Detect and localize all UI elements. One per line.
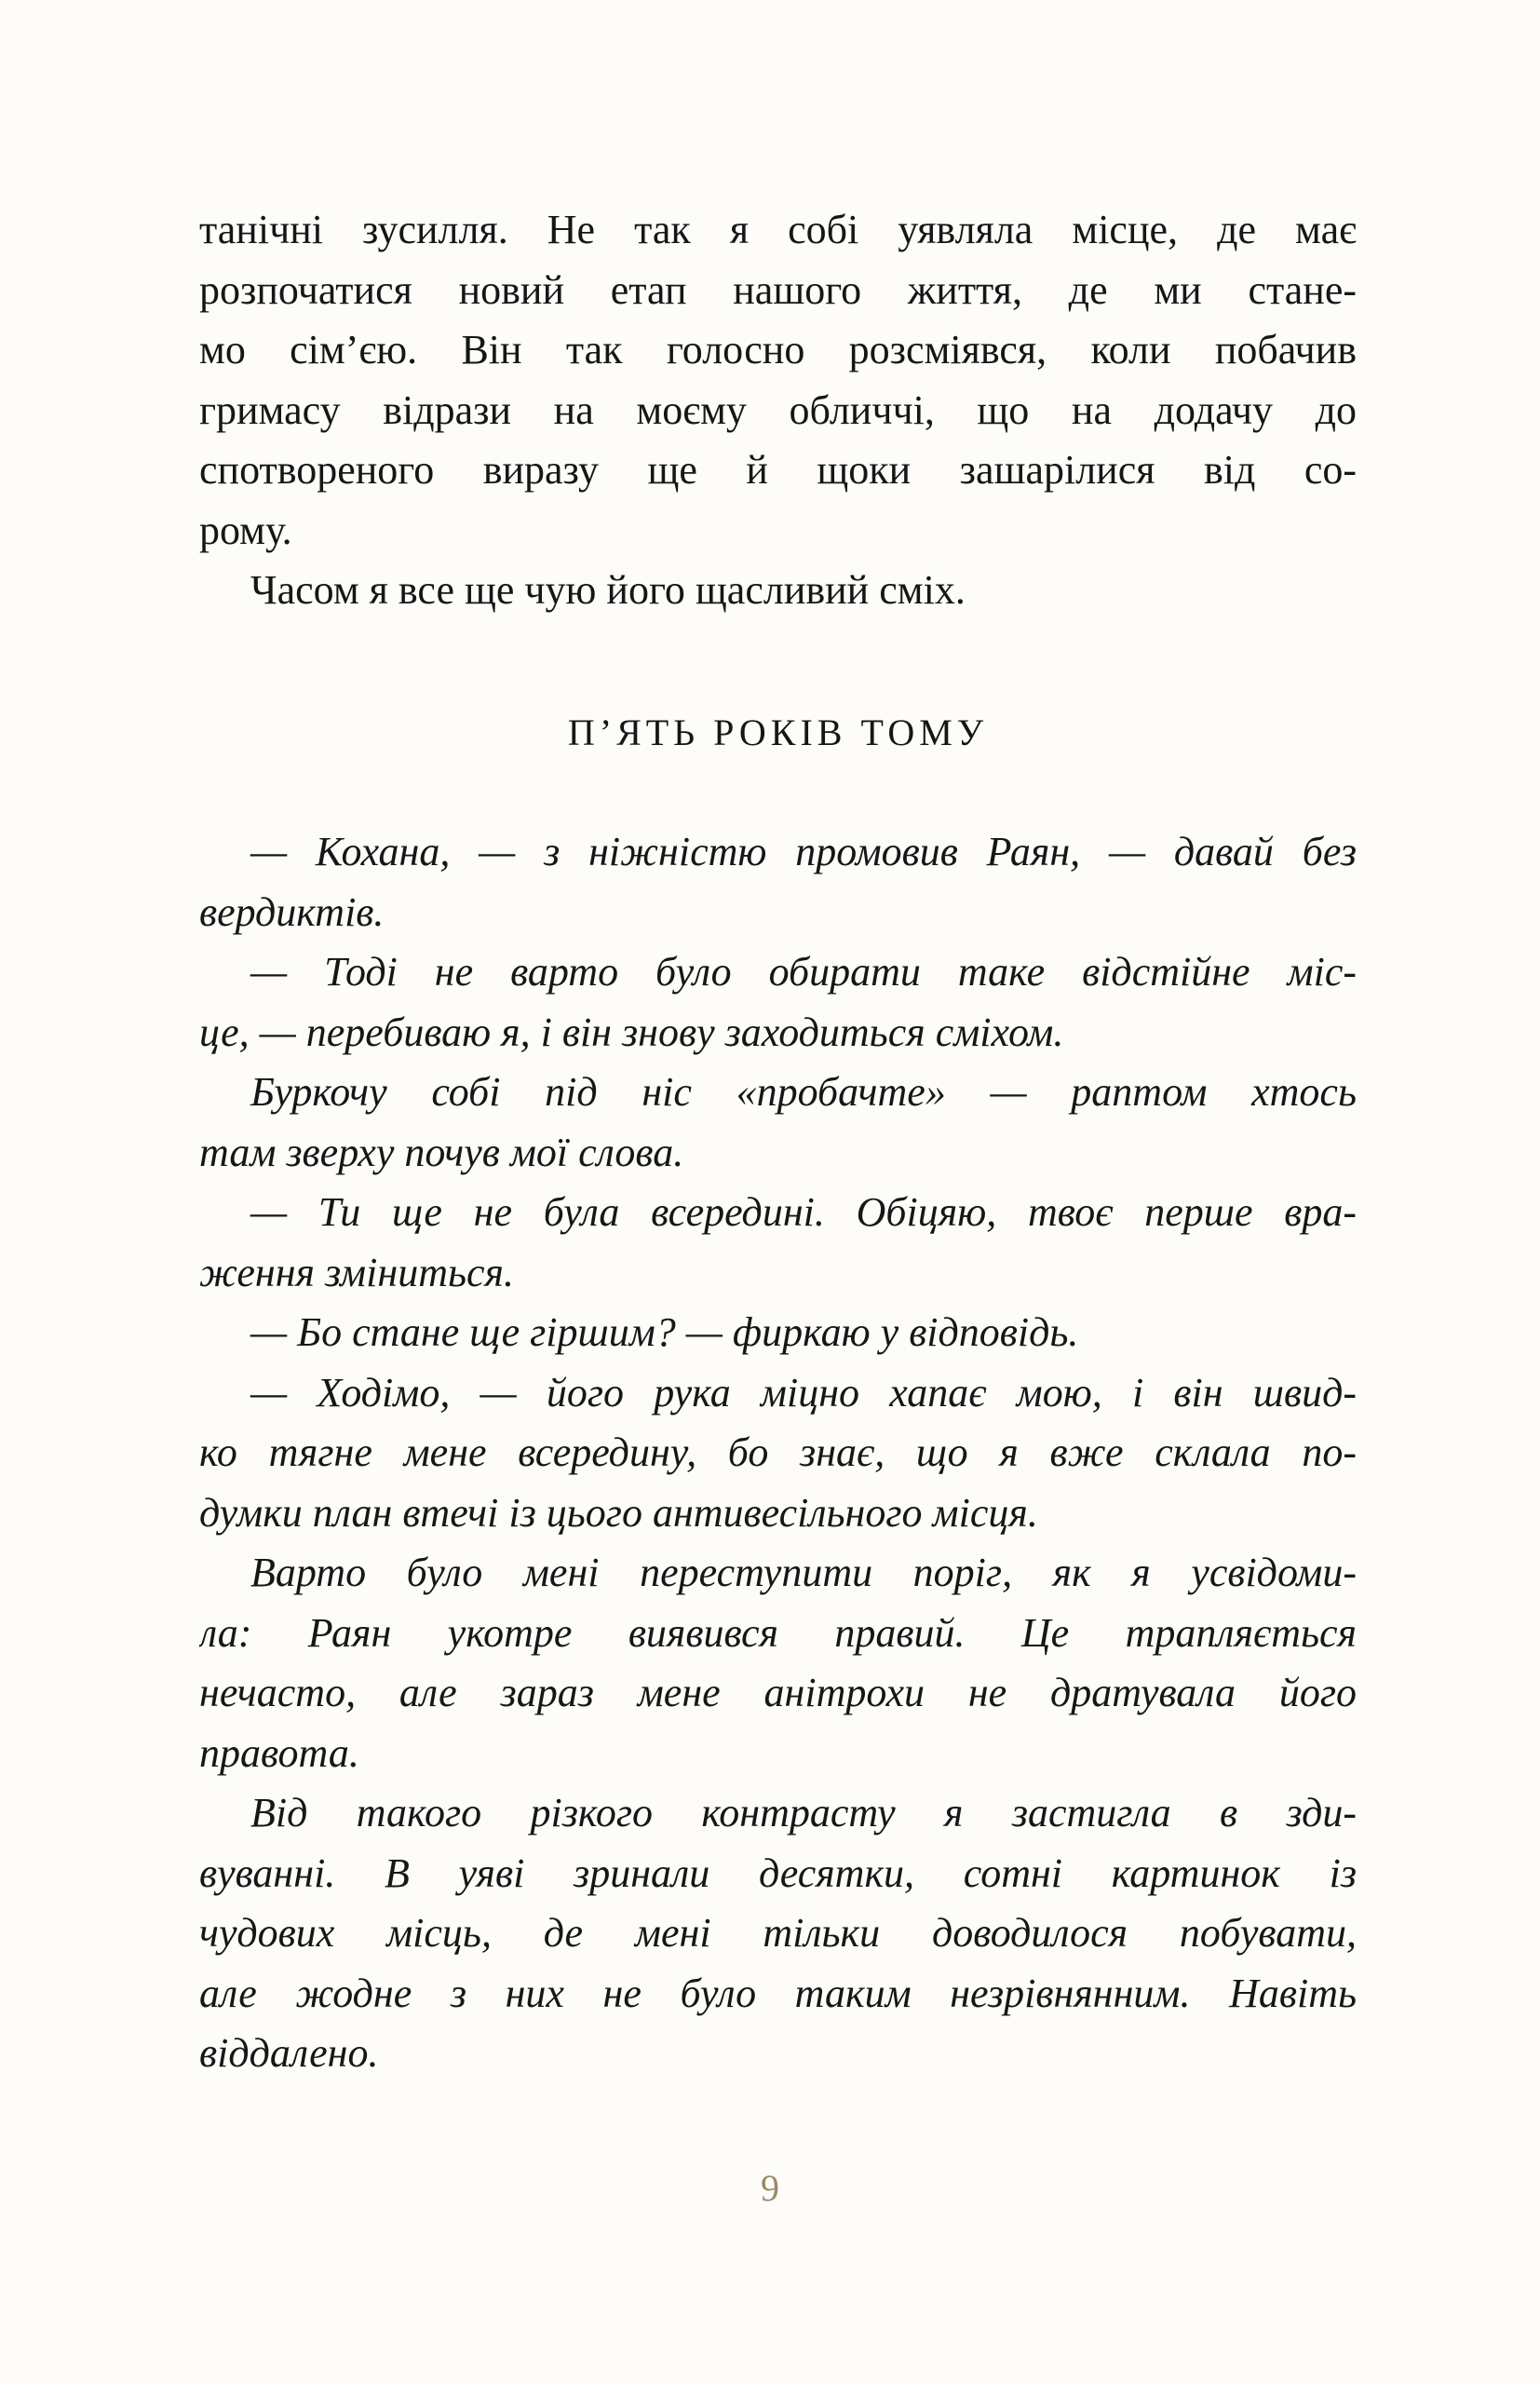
paragraph-dialogue bbox=[199, 942, 1357, 1063]
text-line: Варто було мені переступити поріг, як я усвідоми- bbox=[250, 1550, 1357, 1595]
text-line: нечасто, але зараз мене анітрохи не дратувала його bbox=[199, 1670, 1357, 1715]
paragraph-dialogue bbox=[199, 1063, 1357, 1183]
text-line: вердиктів. bbox=[199, 888, 385, 935]
text-column bbox=[199, 200, 1357, 2084]
paragraph-dialogue bbox=[199, 822, 1357, 942]
text-line: рому. bbox=[199, 507, 292, 553]
text-line: танічні зусилля. Не так я собі уявляла місце, де має bbox=[199, 207, 1357, 252]
text-line: вуванні. В уяві зринали десятки, сотні картинок із bbox=[199, 1849, 1357, 1896]
text-line: Часом я все ще чую його щасливий сміх. bbox=[250, 567, 966, 613]
paragraph bbox=[199, 200, 1357, 561]
text-line: — Ходімо, — його рука міцно хапає мою, і він швид- bbox=[250, 1369, 1357, 1416]
text-line: — Ти ще не була всередині. Обіцяю, твоє перше вра- bbox=[250, 1189, 1357, 1235]
text-line: — Бо стане ще гіршим? — фиркаю у відповідь. bbox=[250, 1309, 1079, 1355]
text-line: спотвореного виразу ще й щоки зашарілися від со- bbox=[199, 447, 1357, 493]
paragraph-dialogue bbox=[199, 1543, 1357, 1783]
text-line: ла: Раян укотре виявився правий. Це трапляється bbox=[199, 1609, 1357, 1656]
section-heading: П’ЯТЬ РОКІВ ТОМУ bbox=[567, 711, 989, 753]
text-line: ження зміниться. bbox=[199, 1249, 514, 1295]
text-line: це, — перебиваю я, і він знову заходиться сміхом. bbox=[199, 1009, 1064, 1055]
text-line: Буркочу собі під ніс «пробачте» — раптом хтось bbox=[250, 1069, 1357, 1115]
paragraph-dialogue bbox=[199, 1783, 1357, 2084]
text-line: ко тягне мене всередину, бо знає, що я вже склала по- bbox=[199, 1429, 1357, 1475]
paragraph-dialogue bbox=[199, 1363, 1357, 1544]
paragraph bbox=[199, 561, 1357, 621]
text-line: мо сім’єю. Він так голосно розсміявся, коли побачив bbox=[199, 327, 1357, 372]
paragraph-dialogue bbox=[199, 1303, 1357, 1363]
text-line: чудових місць, де мені тільки доводилося побувати, bbox=[199, 1910, 1357, 1956]
text-line: думки план втечі із цього антивесільного місця. bbox=[199, 1489, 1038, 1536]
text-line: — Тоді не варто було обирати таке відстійне міс- bbox=[250, 949, 1357, 995]
paragraph-dialogue bbox=[199, 1183, 1357, 1303]
text-line: Від такого різкого контрасту я застигла в зди- bbox=[250, 1790, 1357, 1835]
text-line: віддалено. bbox=[199, 2030, 379, 2076]
text-line: правота. bbox=[199, 1729, 359, 1776]
page-number: 9 bbox=[761, 2167, 779, 2209]
text-line: розпочатися новий етап нашого життя, де ми стане- bbox=[199, 266, 1357, 313]
text-line: там зверху почув мої слова. bbox=[199, 1129, 684, 1175]
text-line: гримасу відрази на моєму обличчі, що на додачу до bbox=[199, 386, 1357, 433]
text-line: але жодне з них не було таким незрівнянним. Навіть bbox=[199, 1970, 1357, 2016]
text-line: — Кохана, — з ніжністю промовив Раян, — давай без bbox=[250, 829, 1357, 874]
